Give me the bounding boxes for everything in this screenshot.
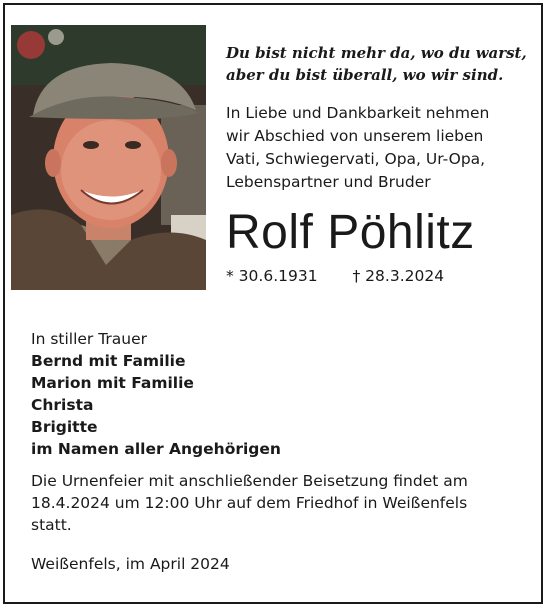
mourner-name: Bernd mit Familie xyxy=(31,352,186,370)
verse-line: Du bist nicht mehr da, wo du warst, xyxy=(226,44,527,62)
memorial-verse xyxy=(226,42,536,86)
verse-line: aber du bist überall, wo wir sind. xyxy=(226,66,504,84)
service-line: 18.4.2024 um 12:00 Uhr auf dem Friedhof in Weißenfels xyxy=(31,494,468,512)
mourner-name: Christa xyxy=(31,396,94,414)
mourners-lead: In stiller Trauer xyxy=(31,330,148,348)
death-date: † 28.3.2024 xyxy=(352,267,445,285)
mourner-name: Brigitte xyxy=(31,418,98,436)
intro-line: Lebenspartner und Bruder xyxy=(226,173,431,191)
intro-line: wir Abschied von unserem lieben xyxy=(226,127,484,145)
service-line: Die Urnenfeier mit anschließender Beisetzung findet am xyxy=(31,472,468,490)
place-and-date: Weißenfels, im April 2024 xyxy=(31,555,230,573)
mourner-name: Marion mit Familie xyxy=(31,374,194,392)
life-dates xyxy=(226,265,444,287)
intro-text xyxy=(226,102,538,194)
service-line: statt. xyxy=(31,516,72,534)
deceased-name: Rolf Pöhlitz xyxy=(226,206,475,259)
mourners-list xyxy=(31,328,281,460)
intro-line: Vati, Schwiegervati, Opa, Ur-Opa, xyxy=(226,150,486,168)
birth-date: * 30.6.1931 xyxy=(226,267,318,285)
mourner-name: im Namen aller Angehörigen xyxy=(31,440,281,458)
service-info xyxy=(31,470,536,536)
intro-line: In Liebe und Dankbarkeit nehmen xyxy=(226,104,490,122)
portrait-photo xyxy=(11,25,206,290)
